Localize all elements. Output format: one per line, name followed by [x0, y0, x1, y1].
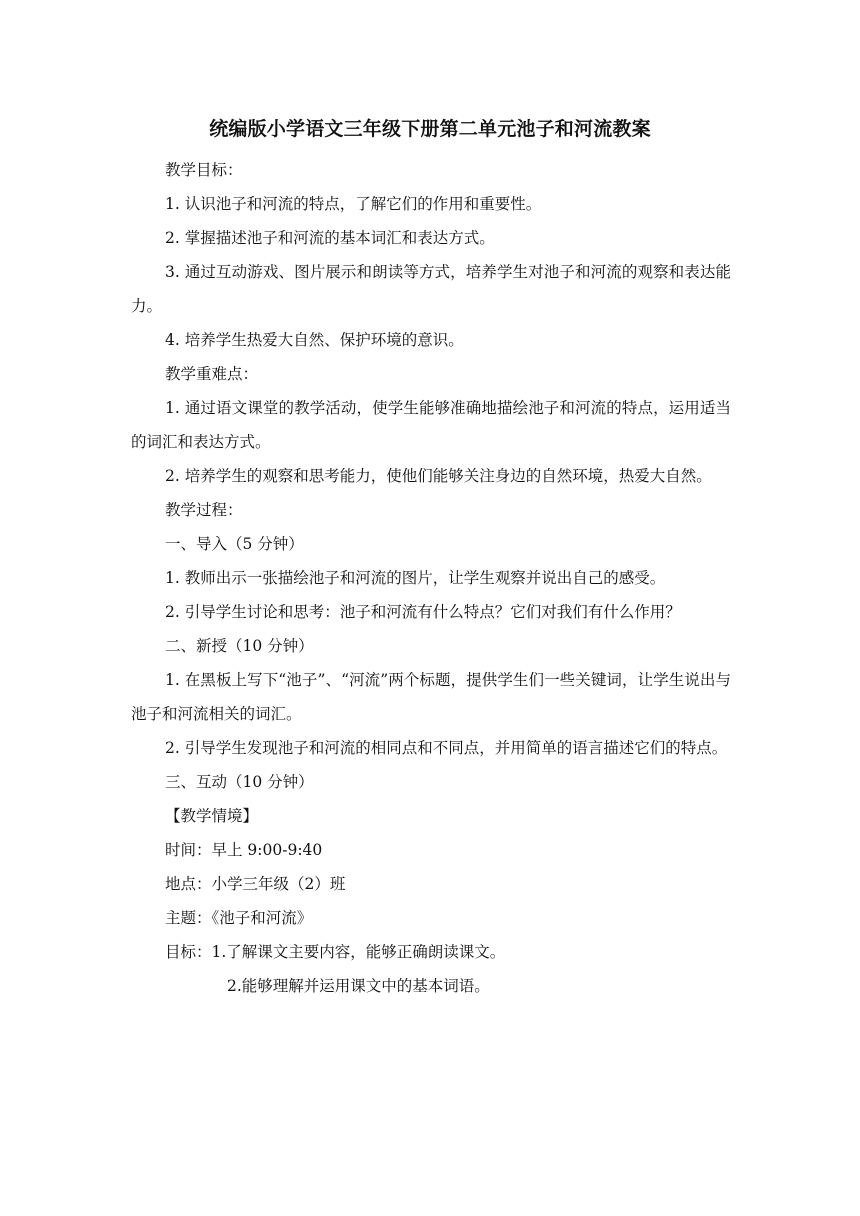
scenario-heading: 【教学情境】: [165, 807, 259, 825]
difficulty-item: 1. 通过语文课堂的教学活动，使学生能够准确地描绘池子和河流的特点，运用适当的词汇和表达方式。: [131, 399, 731, 451]
section-heading-intro: 一、导入（5 分钟）: [165, 535, 304, 553]
goal-item: 2. 掌握描述池子和河流的基本词汇和表达方式。: [165, 229, 495, 247]
scenario-theme: 主题：《池子和河流》: [165, 909, 313, 927]
scenario-place: 地点：小学三年级（2）班: [165, 875, 346, 893]
goal-item: 1. 认识池子和河流的特点，了解它们的作用和重要性。: [165, 195, 542, 213]
heading-teaching-goals: 教学目标：: [165, 161, 243, 179]
scenario-time: 时间：早上 9:00-9:40: [165, 841, 323, 859]
process-item: 2. 引导学生讨论和思考：池子和河流有什么特点？它们对我们有什么作用？: [165, 603, 681, 621]
process-item: 1. 在黑板上写下“池子”、“河流”两个标题，提供学生们一些关键词，让学生说出与池子和河流相关的词汇。: [131, 671, 731, 723]
document-body: [131, 153, 731, 1003]
scenario-goal: 目标：1.了解课文主要内容，能够正确朗读课文。: [165, 943, 506, 961]
scenario-goal-2: 2.能够理解并运用课文中的基本词语。: [227, 977, 490, 995]
heading-key-difficulties: 教学重难点：: [165, 365, 259, 383]
process-item: 2. 引导学生发现池子和河流的相同点和不同点，并用简单的语言描述它们的特点。: [165, 739, 728, 757]
section-heading-new: 二、新授（10 分钟）: [165, 637, 314, 655]
goal-item: 3. 通过互动游戏、图片展示和朗读等方式，培养学生对池子和河流的观察和表达能力。: [131, 263, 731, 315]
document-title: 统编版小学语文三年级下册第二单元池子和河流教案: [209, 118, 651, 140]
goal-item: 4. 培养学生热爱大自然、保护环境的意识。: [165, 331, 464, 349]
process-item: 1. 教师出示一张描绘池子和河流的图片，让学生观察并说出自己的感受。: [165, 569, 666, 587]
heading-teaching-process: 教学过程：: [165, 501, 243, 519]
section-heading-interaction: 三、互动（10 分钟）: [165, 773, 314, 791]
difficulty-item: 2. 培养学生的观察和思考能力，使他们能够关注身边的自然环境，热爱大自然。: [165, 467, 712, 485]
